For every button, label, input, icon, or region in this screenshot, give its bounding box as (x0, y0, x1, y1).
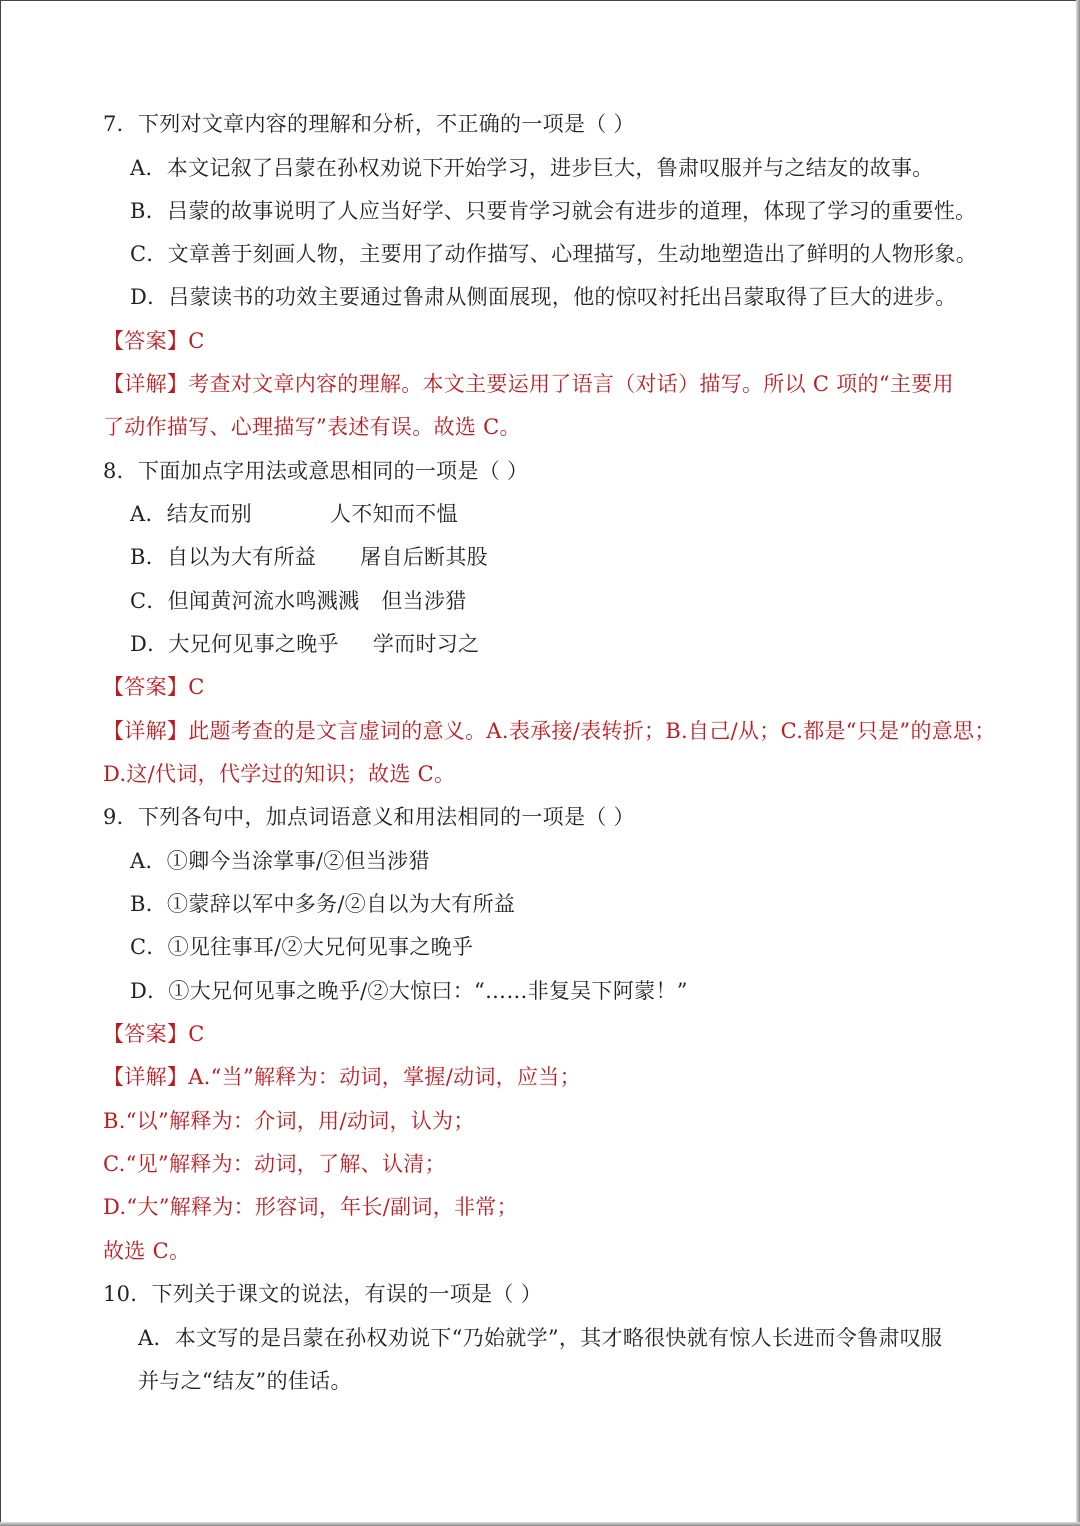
q7-option-a: A．本文记叙了吕蒙在孙权劝说下开始学习，进步巨大，鲁肃叹服并与之结友的故事。 (130, 156, 934, 180)
q7-option-c: C．文章善于刻画人物，主要用了动作描写、心理描写，生动地塑造出了鲜明的人物形象。 (130, 242, 978, 266)
q7-explain-1: 【详解】考查对文章内容的理解。本文主要运用了语言（对话）描写。所以 C 项的“主要用 (103, 372, 954, 396)
q8-option-d (130, 630, 479, 658)
page-shadow-right (1076, 0, 1080, 1526)
q8-option-a-label: A．结友而别 (130, 502, 252, 526)
q9-answer: 【答案】C (103, 1022, 205, 1046)
q8-stem: 8．下面加点字用法或意思相同的一项是（ ） (103, 459, 529, 483)
q9-explain-1: 【详解】A.“当”解释为：动词，掌握/动词，应当； (103, 1065, 581, 1089)
q9-option-c: C．①见往事耳/②大兄何见事之晚乎 (130, 935, 474, 959)
q8-option-d-label: D．大兄何见事之晚乎 (130, 632, 339, 656)
q7-stem: 7．下列对文章内容的理解和分析，不正确的一项是（ ） (103, 112, 635, 136)
q8-answer: 【答案】C (103, 675, 205, 699)
q7-explain-2: 了动作描写、心理描写”表述有误。故选 C。 (103, 415, 521, 439)
q8-option-a (130, 500, 458, 528)
q9-stem: 9．下列各句中，加点词语意义和用法相同的一项是（ ） (103, 805, 635, 829)
q8-option-c-pair: 但当涉猎 (381, 589, 467, 613)
q8-explain-1: 【详解】此题考查的是文言虚词的意义。A.表承接/表转折；B.自己/从；C.都是“只是”的意思； (103, 719, 996, 743)
q9-explain-4: D.“大”解释为：形容词，年长/副词，非常； (103, 1195, 518, 1219)
q7-option-d: D．吕蒙读书的功效主要通过鲁肃从侧面展现，他的惊叹衬托出吕蒙取得了巨大的进步。 (130, 285, 957, 309)
q9-explain-3: C.“见”解释为：动词，了解、认清； (103, 1152, 446, 1176)
q8-option-a-pair: 人不知而不愠 (329, 502, 458, 526)
q9-explain-2: B.“以”解释为：介词，用/动词，认为； (103, 1109, 475, 1133)
q7-option-b: B．吕蒙的故事说明了人应当好学、只要肯学习就会有进步的道理，体现了学习的重要性。 (130, 199, 977, 223)
q8-option-b-pair: 屠自后断其股 (360, 545, 488, 569)
q10-option-a-line-2: 并与之“结友”的佳话。 (138, 1369, 352, 1393)
q8-option-b (130, 543, 488, 571)
q7-answer: 【答案】C (103, 329, 205, 353)
q9-explain-5: 故选 C。 (103, 1239, 191, 1263)
q10-stem: 10．下列关于课文的说法，有误的一项是（ ） (103, 1282, 542, 1306)
q8-option-d-pair: 学而时习之 (372, 632, 480, 656)
q9-option-d: D．①大兄何见事之晚乎/②大惊曰：“……非复吴下阿蒙！” (130, 979, 688, 1003)
q8-option-b-label: B．自以为大有所益 (130, 545, 317, 569)
q8-explain-2: D.这/代词，代学过的知识；故选 C。 (103, 762, 456, 786)
page-shadow-bottom (0, 1522, 1080, 1526)
q9-option-a: A．①卿今当涂掌事/②但当涉猎 (130, 849, 430, 873)
q8-option-c-label: C．但闻黄河流水鸣溅溅 (130, 589, 360, 613)
q8-option-c (130, 587, 467, 615)
q10-option-a-line-1: A．本文写的是吕蒙在孙权劝说下“乃始就学”，其才略很快就有惊人长进而令鲁肃叹服 (138, 1326, 943, 1350)
q9-option-b: B．①蒙辞以军中多务/②自以为大有所益 (130, 892, 516, 916)
